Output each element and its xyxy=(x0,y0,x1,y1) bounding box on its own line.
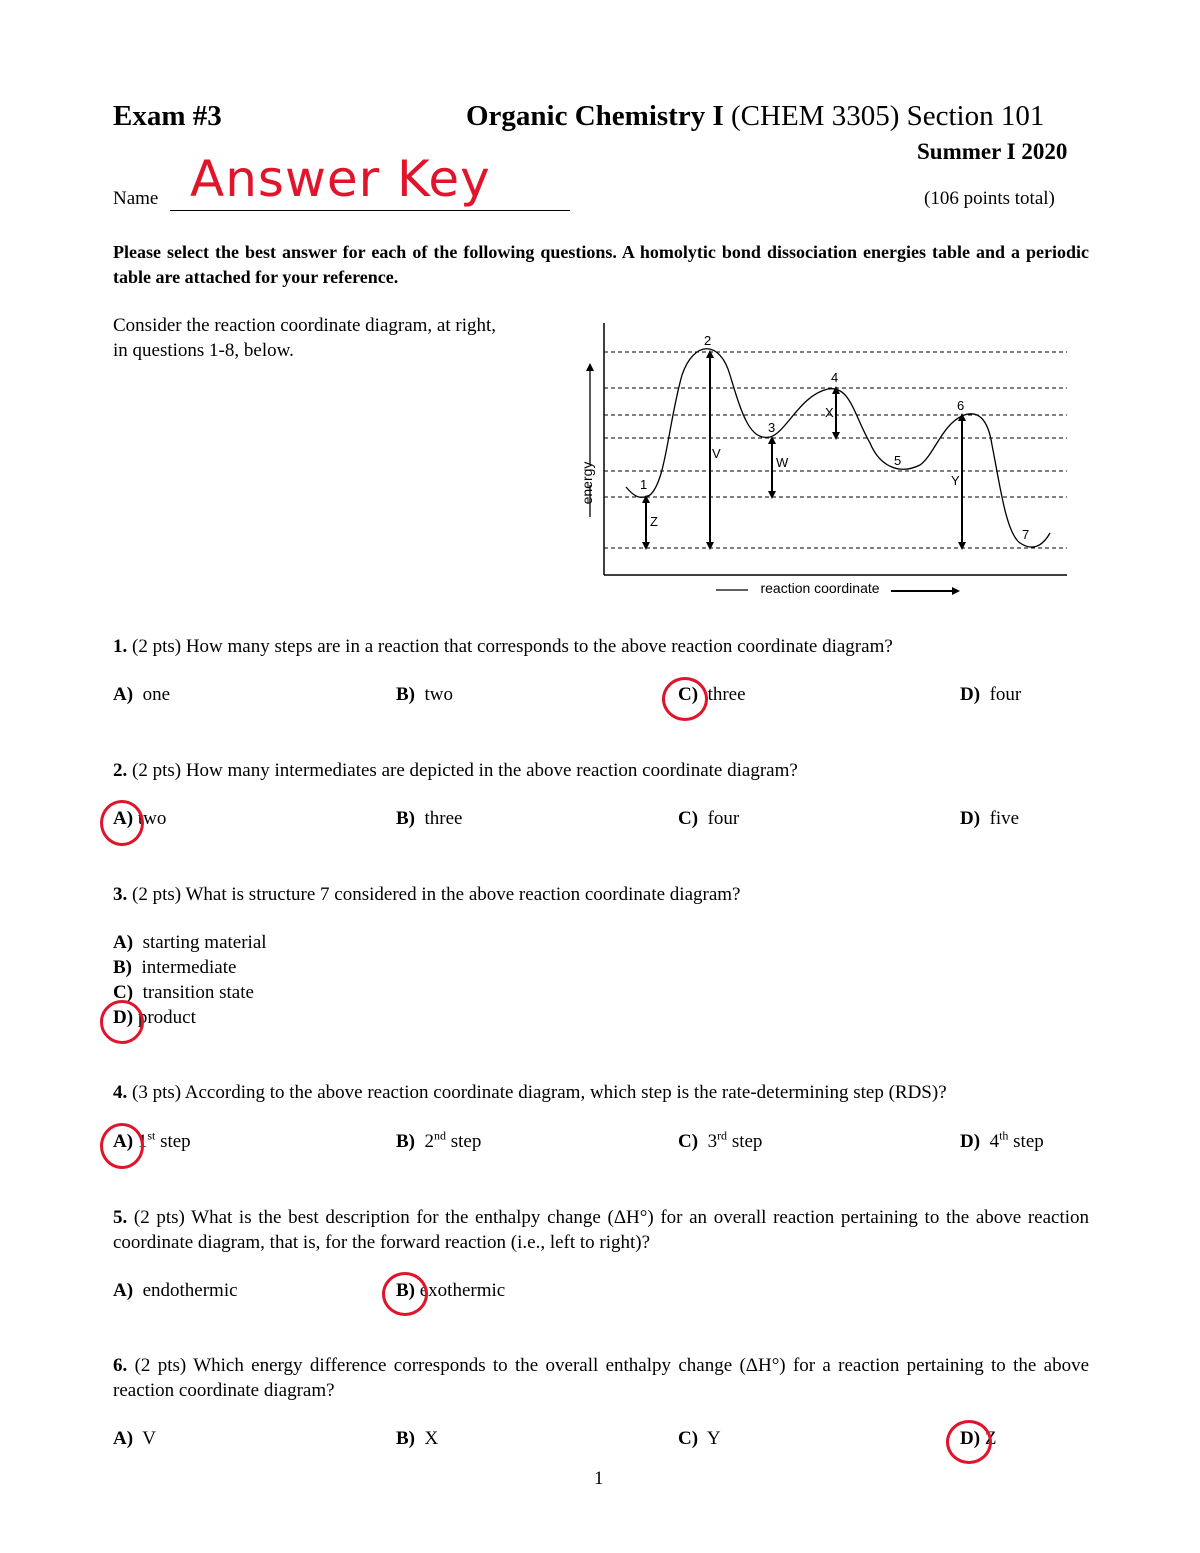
gap-label-v: V xyxy=(712,446,721,461)
option-text: two xyxy=(424,684,453,705)
option-sup: th xyxy=(999,1128,1009,1143)
option-text: four xyxy=(707,808,740,829)
q2-option-d[interactable] xyxy=(960,808,1019,830)
option-sup: nd xyxy=(434,1128,446,1143)
option-text: step xyxy=(160,1131,191,1152)
option-letter: B) xyxy=(113,957,132,978)
option-text: intermediate xyxy=(141,957,237,978)
option-letter: A) xyxy=(113,808,134,829)
option-text: Y xyxy=(706,1428,721,1449)
q4-option-b[interactable] xyxy=(396,1128,482,1153)
question-number: 1. xyxy=(113,636,128,657)
option-sup: rd xyxy=(717,1128,728,1143)
question-text: (3 pts) According to the above reaction coordinate diagram, which step is the rate-determining step (RDS)? xyxy=(132,1082,947,1103)
intro-line-2: in questions 1-8, below. xyxy=(113,340,294,361)
option-letter: D) xyxy=(960,808,981,829)
option-letter: C) xyxy=(678,684,699,705)
question-4 xyxy=(113,1080,1089,1105)
q3-option-a[interactable] xyxy=(113,932,267,954)
option-num: 2 xyxy=(424,1131,434,1152)
option-letter: C) xyxy=(678,1131,699,1152)
option-letter: C) xyxy=(113,982,134,1003)
option-letter: C) xyxy=(678,808,699,829)
option-letter: A) xyxy=(113,1428,134,1449)
question-text: (2 pts) How many steps are in a reaction that corresponds to the above reaction coordinate diagram? xyxy=(132,636,893,657)
gap-label-w: W xyxy=(776,455,789,470)
answer-circle-q2 xyxy=(100,800,144,846)
answer-circle-q1 xyxy=(662,677,708,721)
q3-option-b[interactable] xyxy=(113,957,236,979)
q1-option-b[interactable] xyxy=(396,684,453,706)
exam-title: Exam #3 xyxy=(113,100,222,132)
point-label-4: 4 xyxy=(831,370,839,385)
question-text: (2 pts) What is the best description for the enthalpy change (ΔH°) for an overall reaction pertaining to the above reaction coordinate diagram, that is, for the forward reaction (i.e., left to right)? xyxy=(113,1207,1090,1253)
term: Summer I 2020 xyxy=(917,139,1068,164)
question-number: 6. xyxy=(113,1355,128,1376)
option-letter: B) xyxy=(396,684,415,705)
option-letter: D) xyxy=(960,1428,981,1449)
option-text: endothermic xyxy=(142,1280,238,1301)
point-label-7: 7 xyxy=(1022,527,1030,542)
option-letter: A) xyxy=(113,1280,134,1301)
question-number: 2. xyxy=(113,760,128,781)
answer-circle-q6 xyxy=(946,1420,992,1464)
option-text: four xyxy=(989,684,1022,705)
points-total: (106 points total) xyxy=(924,188,1055,209)
option-letter: B) xyxy=(396,1428,415,1449)
option-text: three xyxy=(424,808,463,829)
option-letter: D) xyxy=(960,684,981,705)
intro-line-1: Consider the reaction coordinate diagram, at right, xyxy=(113,315,497,336)
instructions: Please select the best answer for each of the following questions. A homolytic bond dissociation energies table and a periodic table are attached for your reference. xyxy=(113,242,1089,287)
question-2 xyxy=(113,758,1089,783)
point-label-6: 6 xyxy=(957,398,965,413)
name-line xyxy=(170,210,570,211)
point-label-3: 3 xyxy=(768,420,776,435)
question-5 xyxy=(113,1205,1089,1255)
option-letter: A) xyxy=(113,684,134,705)
name-label: Name xyxy=(113,188,159,209)
option-letter: B) xyxy=(396,1280,415,1301)
point-label-1: 1 xyxy=(640,477,648,492)
option-num: 1 xyxy=(137,1131,148,1152)
question-6 xyxy=(113,1353,1089,1403)
option-text: step xyxy=(731,1131,763,1152)
option-letter: A) xyxy=(113,1131,134,1152)
option-text: product xyxy=(137,1007,196,1028)
option-num: 4 xyxy=(989,1131,1000,1152)
q4-option-d[interactable] xyxy=(960,1128,1044,1153)
option-letter: D) xyxy=(960,1131,981,1152)
q3-option-c[interactable] xyxy=(113,982,254,1004)
answer-circle-q3 xyxy=(100,1000,144,1044)
option-text: X xyxy=(424,1428,439,1449)
gap-label-y: Y xyxy=(951,473,960,488)
option-letter: B) xyxy=(396,1131,415,1152)
q6-option-b[interactable] xyxy=(396,1428,438,1450)
question-text: (2 pts) Which energy difference corresponds to the overall enthalpy change (ΔH°) for a reaction pertaining to the above reaction coordinate diagram? xyxy=(113,1355,1089,1401)
question-text: (2 pts) What is structure 7 considered in the above reaction coordinate diagram? xyxy=(132,884,741,905)
option-letter: C) xyxy=(678,1428,699,1449)
option-text: step xyxy=(450,1131,482,1152)
answer-key-handwriting: Answer Key xyxy=(190,150,491,208)
question-number: 5. xyxy=(113,1207,128,1228)
gap-label-x: X xyxy=(825,405,834,420)
q2-option-b[interactable] xyxy=(396,808,462,830)
question-number: 3. xyxy=(113,884,128,905)
question-1 xyxy=(113,634,1089,659)
option-num: 3 xyxy=(707,1131,718,1152)
point-label-2: 2 xyxy=(704,333,712,348)
point-label-5: 5 xyxy=(894,453,902,468)
option-text: three xyxy=(707,684,746,705)
option-text: five xyxy=(989,808,1020,829)
question-3 xyxy=(113,882,1089,907)
option-text: starting material xyxy=(142,932,267,953)
q6-option-c[interactable] xyxy=(678,1428,721,1450)
option-text: step xyxy=(1013,1131,1044,1152)
option-letter: A) xyxy=(113,932,134,953)
option-sup: st xyxy=(147,1128,156,1143)
course-section: (CHEM 3305) Section 101 xyxy=(731,100,1045,132)
reaction-coordinate-diagram xyxy=(570,315,1080,605)
option-text: transition state xyxy=(142,982,254,1003)
x-axis-label: reaction coordinate xyxy=(760,580,880,596)
y-axis-label: energy xyxy=(579,461,595,505)
gap-label-z: Z xyxy=(650,514,658,529)
q4-option-c[interactable] xyxy=(678,1128,763,1153)
answer-circle-q5 xyxy=(382,1272,428,1316)
course-name: Organic Chemistry I xyxy=(466,100,724,132)
option-text: exothermic xyxy=(419,1280,506,1301)
q2-option-c[interactable] xyxy=(678,808,739,830)
answer-circle-q4 xyxy=(100,1123,144,1169)
option-text: one xyxy=(142,684,170,705)
q6-option-a[interactable] xyxy=(113,1428,156,1450)
q5-option-a[interactable] xyxy=(113,1280,238,1302)
q1-option-a[interactable] xyxy=(113,684,170,706)
question-text: (2 pts) How many intermediates are depicted in the above reaction coordinate diagram? xyxy=(132,760,798,781)
q1-option-d[interactable] xyxy=(960,684,1021,706)
option-text: V xyxy=(142,1428,156,1449)
option-letter: D) xyxy=(113,1007,134,1028)
question-number: 4. xyxy=(113,1082,128,1103)
option-text: Z xyxy=(984,1428,997,1449)
option-text: two xyxy=(137,808,167,829)
option-letter: B) xyxy=(396,808,415,829)
page-number: 1 xyxy=(594,1468,604,1489)
course-title xyxy=(466,100,1044,133)
